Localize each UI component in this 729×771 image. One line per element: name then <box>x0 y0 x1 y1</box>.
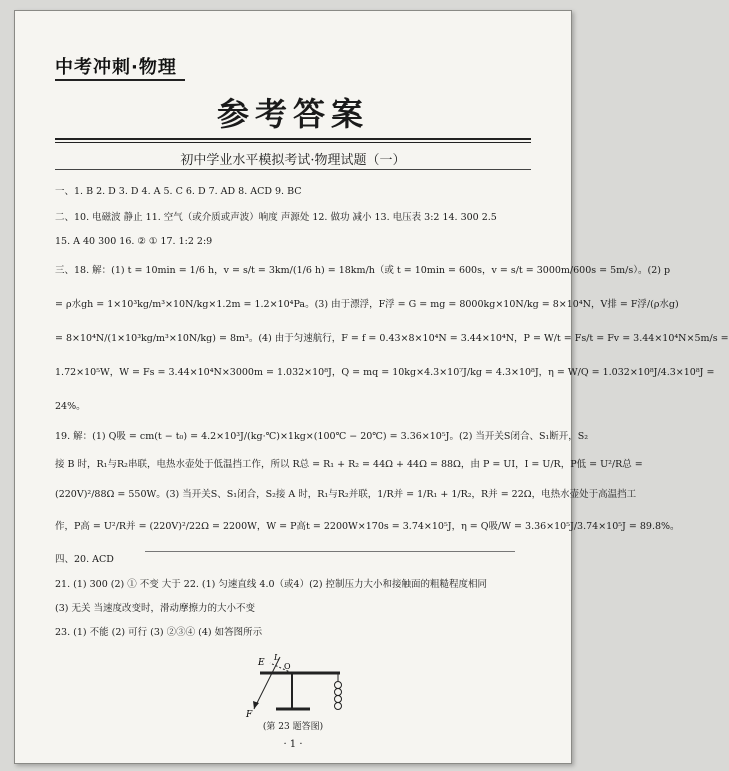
exam-subtitle: 初中学业水平模拟考试·物理试题（一） <box>180 153 406 168</box>
answer-line: (220V)²/88Ω = 550W。(3) 当开关S、S₁闭合，S₂接 A 时，R₁与R₂并联，1/R并 = 1/R₁ + 1/R₂，R并 = 22Ω，电热水壶处于高温挡工 <box>55 489 637 500</box>
answer-line: = 8×10⁴N/(1×10³kg/m³×10N/kg) = 8m³。(4) 由于匀速航行，F = f = 0.43×8×10⁴N = 3.44×10⁴N，P = W/t = Fs/t = Fv = 3.44×10⁴N×5m/s = <box>55 333 729 344</box>
answer-line: 23. (1) 不能 (2) 可行 (3) ②③④ (4) 如答图所示 <box>55 627 263 638</box>
weight <box>335 682 342 689</box>
answer-line: 1.72×10⁵W，W = Fs = 3.44×10⁴N×3000m = 1.032×10⁸J，Q = mq = 10kg×4.3×10⁷J/kg = 4.3×10⁸J，η = W/Q = 1.032×10⁸J/4.3×10⁸J = <box>55 367 715 378</box>
label-o: O <box>284 662 291 671</box>
answer-line: 作，P高 = U²/R并 = (220V)²/22Ω = 2200W，W = P高t = 2200W×170s = 3.74×10⁵J，η = Q吸/W = 3.36×10⁵J/3.74×10⁵J = 89.8%。 <box>55 521 680 532</box>
answer-page <box>14 10 729 764</box>
answer-line: 四、20. ACD <box>55 554 114 565</box>
lever-diagram <box>240 651 350 721</box>
answer-line: 19. 解：(1) Q吸 = cm(t − t₀) = 4.2×10³J/(kg·℃)×1kg×(100℃ − 20℃) = 3.36×10⁵J。(2) 当开关S闭合、S₁断开，S₂ <box>55 431 589 442</box>
page-title: 参考答案 <box>216 95 369 133</box>
force-arrow <box>253 701 259 709</box>
brand-underline <box>55 79 185 81</box>
label-f: F <box>246 710 253 720</box>
weight <box>335 696 342 703</box>
label-l: L <box>274 653 280 662</box>
figure-caption: (第 23 题答图) <box>262 722 324 732</box>
subtitle-divider <box>55 169 531 170</box>
page-number: · 1 · <box>283 739 303 750</box>
weight <box>335 689 342 696</box>
answer-line: 二、10. 电磁波 静止 11. 空气（或介质或声波）响度 声源处 12. 做功 减小 13. 电压表 3:2 14. 300 2.5 <box>55 212 497 223</box>
label-e: E <box>258 658 265 668</box>
answer-line: = ρ水gh = 1×10³kg/m³×10N/kg×1.2m = 1.2×10⁴Pa。(3) 由于漂浮，F浮 = G = mg = 8000kg×10N/kg = 8×10⁴N，V排 = F浮/(ρ水g) <box>55 299 679 310</box>
answer-line: 接 B 时，R₁与R₂串联，电热水壶处于低温挡工作，所以 R总 = R₁ + R₂ = 44Ω + 44Ω = 88Ω，由 P = UI，I = U/R，P低 = U²/R总 = <box>55 459 643 470</box>
title-divider <box>55 138 531 140</box>
answer-line: 21. (1) 300 (2) ① 不变 大于 22. (1) 匀速直线 4.0（或4）(2) 控制压力大小和接触面的粗糙程度相同 <box>55 579 488 590</box>
title-divider-thin <box>55 142 531 143</box>
answer-line: 三、18. 解：(1) t = 10min = 1/6 h，v = s/t = 3km/(1/6 h) = 18km/h（或 t = 10min = 600s，v = s/t = 3000m/600s = 5m/s）。(2) p <box>55 265 671 276</box>
answer-box-edge <box>145 551 515 552</box>
weight <box>335 703 342 710</box>
answer-line: 24%。 <box>55 401 86 412</box>
answer-line: 15. A 40 300 16. ② ① 17. 1:2 2:9 <box>55 236 213 247</box>
answer-line: (3) 无关 当速度改变时，滑动摩擦力的大小不变 <box>55 603 255 614</box>
answer-line: 一、1. B 2. D 3. D 4. A 5. C 6. D 7. AD 8. ACD 9. BC <box>55 186 302 197</box>
brand-title: 中考冲刺·物理 <box>55 57 177 78</box>
